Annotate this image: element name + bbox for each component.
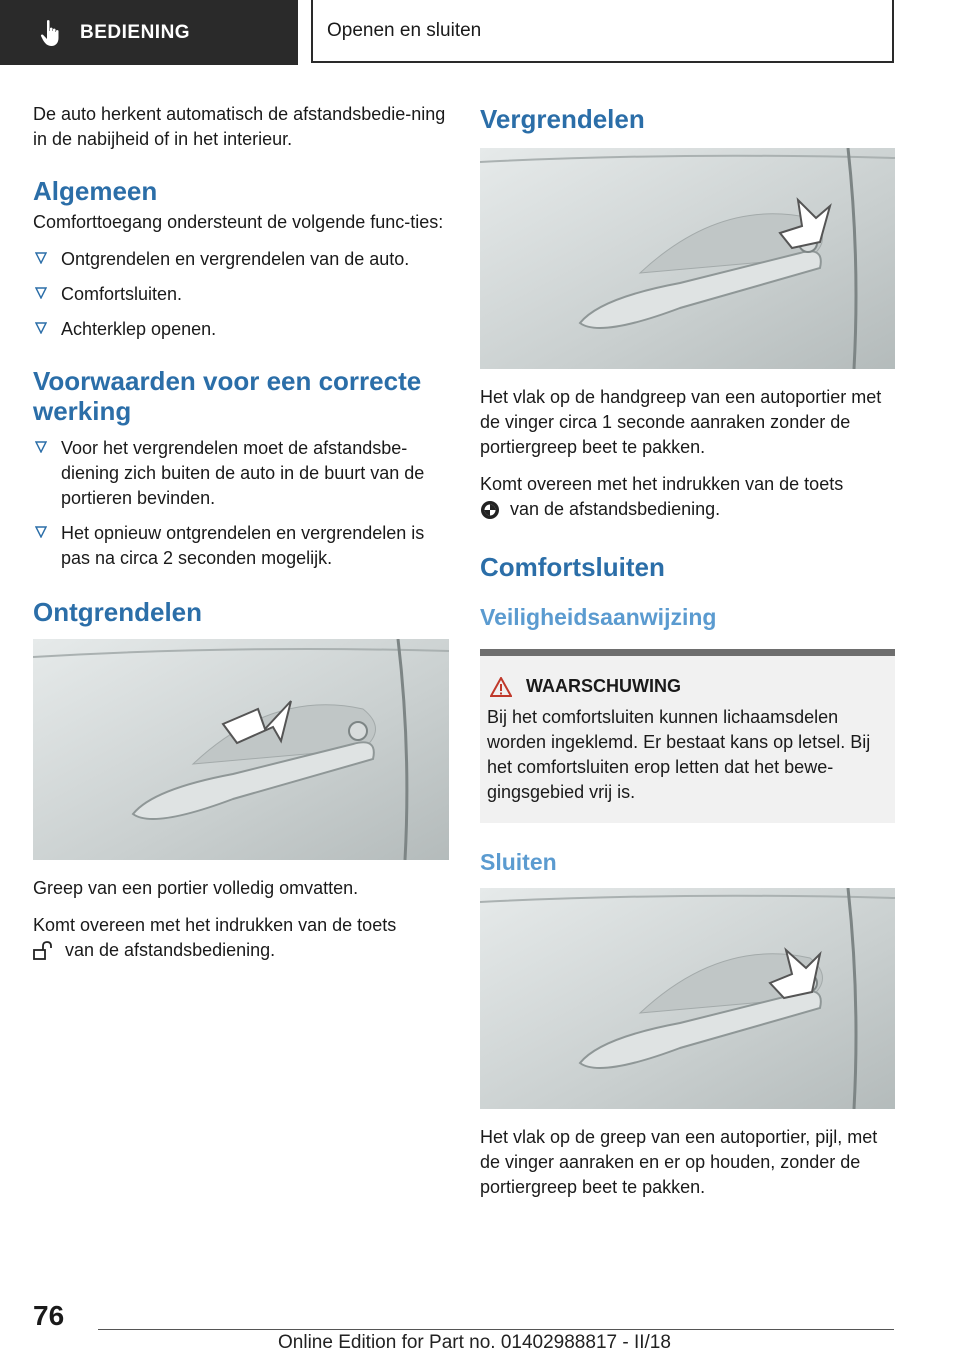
heading-algemeen: Algemeen <box>33 176 158 206</box>
heading-veiligheidsaanwijzing: Veiligheidsaanwijzing <box>480 604 717 630</box>
door-handle-touch-photo <box>480 148 895 369</box>
hand-pointer-icon <box>40 19 64 47</box>
algemeen-text: Comforttoegang ondersteunt de volgende func-ties: <box>33 212 444 232</box>
door-handle-hold-photo <box>480 888 895 1109</box>
heading-voorwaarden: Voorwaarden voor een correcte werking <box>33 366 422 426</box>
warning-title: WAARSCHUWING <box>487 676 887 697</box>
page-number: 76 <box>33 1300 65 1331</box>
intro-text: De auto herkent automatisch de afstandsbedie-ning in de nabijheid of in het interieur. <box>33 104 446 149</box>
sluiten-caption: Het vlak op de greep van een autoportier, pijl, met de vinger aanraken en er op houden, zonder de portiergreep beet te pakken. <box>480 1127 878 1197</box>
list-item: Het opnieuw ontgrendelen en vergrendelen is pas na circa 2 seconden mogelijk. <box>33 521 449 571</box>
vergrendelen-caption: Het vlak op de handgreep van een autoportier met de vinger circa 1 seconde aanraken zonder de portiergreep beet te pakken. <box>480 387 882 457</box>
triangle-bullet-icon <box>35 252 47 264</box>
page-header <box>0 0 960 66</box>
heading-comfortsluiten: Comfortsluiten <box>480 552 665 582</box>
footer-divider <box>98 1329 894 1330</box>
algemeen-list <box>33 247 449 342</box>
door-handle-grip-photo <box>33 639 449 860</box>
left-column <box>33 102 449 975</box>
section-tab <box>0 0 298 65</box>
warning-text: Bij het comfortsluiten kunnen lichaamsdelen worden ingeklemd. Er bestaat kans op letsel. Bij het comfortsluiten erop letten dat het bewe-gingsgebied vrij is. <box>487 707 871 802</box>
edition-text: Online Edition for Part no. 01402988817 - II/18 <box>278 1332 671 1353</box>
heading-ontgrendelen: Ontgrendelen <box>33 597 203 627</box>
section-title: BEDIENING <box>80 21 191 43</box>
warning-box <box>480 649 895 823</box>
ontgrendelen-caption: Greep van een portier volledig omvatten. <box>33 878 359 898</box>
ontgrendelen-text: Komt overeen met het indrukken van de toets van de afstandsbediening. <box>33 915 397 960</box>
chapter-tab <box>311 0 894 63</box>
triangle-bullet-icon <box>35 526 47 538</box>
list-item: Achterklep openen. <box>33 317 449 342</box>
warning-triangle-icon <box>490 677 512 697</box>
bmw-logo-icon <box>480 500 500 520</box>
unlock-icon <box>33 941 55 961</box>
list-item: Voor het vergrendelen moet de afstandsbe-diening zich buiten de auto in de buurt van de portieren bevinden. <box>33 436 449 511</box>
list-item: Ontgrendelen en vergrendelen van de auto. <box>33 247 449 272</box>
list-item: Comfortsluiten. <box>33 282 449 307</box>
triangle-bullet-icon <box>35 322 47 334</box>
triangle-bullet-icon <box>35 441 47 453</box>
triangle-bullet-icon <box>35 287 47 299</box>
chapter-title: Openen en sluiten <box>327 19 482 41</box>
right-column <box>480 102 895 1212</box>
voorwaarden-list <box>33 436 449 571</box>
heading-vergrendelen: Vergrendelen <box>480 104 645 134</box>
vergrendelen-text: Komt overeen met het indrukken van de toets van de afstandsbediening. <box>480 474 844 519</box>
heading-sluiten: Sluiten <box>480 849 557 875</box>
